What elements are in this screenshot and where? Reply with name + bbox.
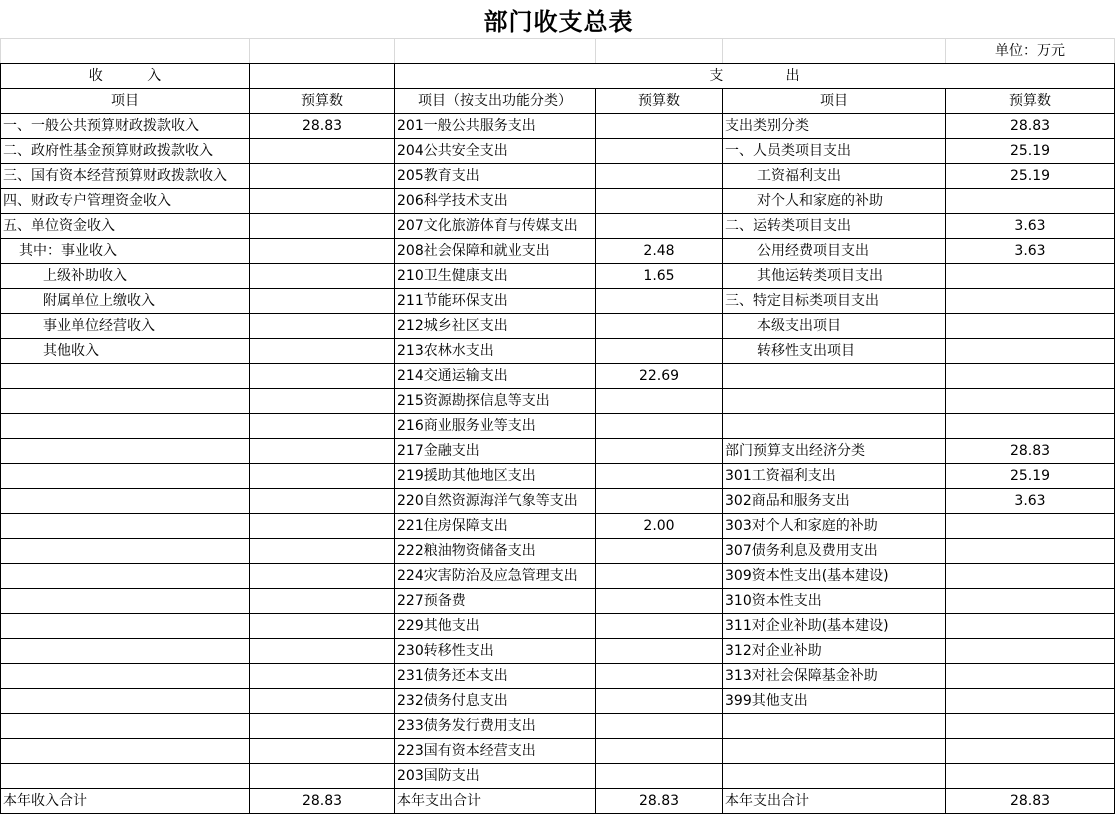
func-budget-cell [596,714,723,739]
expense-item-cell: 三、特定目标类项目支出 [723,289,946,314]
table-row [1,464,1115,489]
col-header-expense-budget: 预算数 [946,89,1115,114]
expense-item-cell: 部门预算支出经济分类 [723,439,946,464]
func-item-cell: 201一般公共服务支出 [395,114,596,139]
income-total-label: 本年收入合计 [1,789,250,814]
func-item-cell: 217金融支出 [395,439,596,464]
func-item-cell: 220自然资源海洋气象等支出 [395,489,596,514]
func-item-cell: 205教育支出 [395,164,596,189]
table-row [1,439,1115,464]
func-item-cell: 224灾害防治及应急管理支出 [395,564,596,589]
expense-budget-cell: 25.19 [946,164,1115,189]
func-budget-cell [596,639,723,664]
func-budget-cell [596,689,723,714]
func-budget-cell: 22.69 [596,364,723,389]
func-item-cell: 212城乡社区支出 [395,314,596,339]
table-row [1,614,1115,639]
expense-total-value: 28.83 [946,789,1115,814]
func-item-cell: 232债务付息支出 [395,689,596,714]
func-budget-cell: 2.00 [596,514,723,539]
income-item-cell [1,639,250,664]
income-budget-cell [250,764,395,789]
func-budget-cell [596,414,723,439]
table-row [1,589,1115,614]
func-item-cell: 222粮油物资储备支出 [395,539,596,564]
income-budget-cell [250,339,395,364]
expense-item-cell: 其他运转类项目支出 [723,264,946,289]
table-row [1,189,1115,214]
income-budget-cell [250,414,395,439]
col-header-income-item: 项目 [1,89,250,114]
func-budget-cell [596,314,723,339]
func-budget-cell [596,464,723,489]
income-item-cell [1,439,250,464]
income-item-cell [1,389,250,414]
income-budget-cell [250,164,395,189]
func-budget-cell [596,739,723,764]
expense-budget-cell: 3.63 [946,489,1115,514]
table-row [1,514,1115,539]
table-row [1,564,1115,589]
expense-item-cell: 311对企业补助(基本建设) [723,614,946,639]
func-item-cell: 229其他支出 [395,614,596,639]
expense-item-cell: 309资本性支出(基本建设) [723,564,946,589]
income-item-cell: 三、国有资本经营预算财政拨款收入 [1,164,250,189]
expense-item-cell [723,389,946,414]
func-item-cell: 221住房保障支出 [395,514,596,539]
income-item-cell [1,739,250,764]
income-item-cell: 附属单位上缴收入 [1,289,250,314]
budget-table [0,38,1115,814]
expense-budget-cell [946,289,1115,314]
expense-item-cell: 本级支出项目 [723,314,946,339]
income-budget-cell [250,139,395,164]
income-item-cell [1,539,250,564]
col-header-expense-item: 项目 [723,89,946,114]
func-budget-cell: 1.65 [596,264,723,289]
func-item-cell: 213农林水支出 [395,339,596,364]
expense-item-cell: 301工资福利支出 [723,464,946,489]
page-title: 部门收支总表 [483,7,634,36]
expense-budget-cell [946,739,1115,764]
func-budget-cell: 2.48 [596,239,723,264]
func-budget-cell [596,589,723,614]
table-row [1,239,1115,264]
column-header-row [1,89,1115,114]
table-row [1,289,1115,314]
expense-item-cell [723,764,946,789]
income-budget-cell [250,689,395,714]
expense-item-cell [723,714,946,739]
expense-total-label: 本年支出合计 [723,789,946,814]
income-budget-cell [250,639,395,664]
expense-budget-cell [946,639,1115,664]
income-budget-cell [250,514,395,539]
func-budget-cell [596,539,723,564]
col-header-func-item: 项目（按支出功能分类） [395,89,596,114]
func-item-cell: 208社会保障和就业支出 [395,239,596,264]
income-budget-cell [250,714,395,739]
table-row [1,689,1115,714]
func-budget-cell [596,614,723,639]
expense-item-cell: 312对企业补助 [723,639,946,664]
func-budget-cell [596,289,723,314]
func-budget-cell [596,214,723,239]
table-row [1,664,1115,689]
expense-budget-cell: 3.63 [946,239,1115,264]
income-item-cell: 五、单位资金收入 [1,214,250,239]
income-budget-cell [250,214,395,239]
income-item-cell [1,564,250,589]
unit-label: 单位：万元 [946,39,1115,64]
expense-budget-cell [946,514,1115,539]
expense-budget-cell [946,264,1115,289]
func-item-cell: 230转移性支出 [395,639,596,664]
func-item-cell: 210卫生健康支出 [395,264,596,289]
income-budget-cell [250,614,395,639]
func-item-cell: 223国有资本经营支出 [395,739,596,764]
func-item-cell: 216商业服务业等支出 [395,414,596,439]
table-row [1,389,1115,414]
func-budget-cell [596,389,723,414]
income-budget-cell [250,489,395,514]
col-header-income-budget: 预算数 [250,89,395,114]
func-item-cell: 206科学技术支出 [395,189,596,214]
table-row [1,714,1115,739]
expense-budget-cell [946,339,1115,364]
expense-budget-cell: 25.19 [946,464,1115,489]
income-item-cell [1,464,250,489]
income-budget-cell [250,314,395,339]
func-item-cell: 227预备费 [395,589,596,614]
income-item-cell: 上级补助收入 [1,264,250,289]
func-budget-cell [596,764,723,789]
expense-item-cell: 对个人和家庭的补助 [723,189,946,214]
expense-item-cell: 313对社会保障基金补助 [723,664,946,689]
table-row [1,764,1115,789]
income-budget-cell [250,239,395,264]
expense-item-cell: 二、运转类项目支出 [723,214,946,239]
table-row [1,214,1115,239]
expense-item-cell [723,414,946,439]
expense-budget-cell [946,414,1115,439]
expense-item-cell: 支出类别分类 [723,114,946,139]
table-row [1,314,1115,339]
func-budget-cell [596,139,723,164]
expense-item-cell: 转移性支出项目 [723,339,946,364]
expense-item-cell: 302商品和服务支出 [723,489,946,514]
func-budget-cell [596,339,723,364]
expense-budget-cell [946,389,1115,414]
income-item-cell: 其他收入 [1,339,250,364]
func-budget-cell [596,439,723,464]
income-budget-cell [250,189,395,214]
income-total-value: 28.83 [250,789,395,814]
expense-budget-cell [946,714,1115,739]
expense-item-cell [723,739,946,764]
func-budget-cell [596,489,723,514]
func-budget-cell [596,164,723,189]
table-row [1,364,1115,389]
income-item-cell [1,689,250,714]
table-row [1,539,1115,564]
expense-item-cell: 一、人员类项目支出 [723,139,946,164]
func-item-cell: 214交通运输支出 [395,364,596,389]
func-budget-cell [596,114,723,139]
func-item-cell: 233债务发行费用支出 [395,714,596,739]
func-budget-cell [596,564,723,589]
expense-budget-cell [946,614,1115,639]
expense-budget-cell: 25.19 [946,139,1115,164]
expense-item-cell: 310资本性支出 [723,589,946,614]
expense-budget-cell [946,764,1115,789]
func-item-cell: 204公共安全支出 [395,139,596,164]
expense-budget-cell [946,664,1115,689]
func-item-cell: 219援助其他地区支出 [395,464,596,489]
income-group-header: 收 入 [1,64,250,89]
expense-item-cell [723,364,946,389]
table-row [1,339,1115,364]
expense-item-cell: 399其他支出 [723,689,946,714]
expense-budget-cell [946,689,1115,714]
income-item-cell [1,514,250,539]
func-item-cell: 231债务还本支出 [395,664,596,689]
expense-budget-cell [946,564,1115,589]
expense-budget-cell [946,589,1115,614]
table-row [1,489,1115,514]
table-row [1,264,1115,289]
income-item-cell [1,364,250,389]
expense-budget-cell [946,189,1115,214]
income-item-cell: 一、一般公共预算财政拨款收入 [1,114,250,139]
title-bar [0,0,1117,38]
income-budget-cell [250,389,395,414]
table-row [1,139,1115,164]
income-item-cell: 二、政府性基金预算财政拨款收入 [1,139,250,164]
income-budget-cell [250,539,395,564]
income-budget-cell [250,589,395,614]
income-budget-cell [250,739,395,764]
table-row [1,164,1115,189]
income-item-cell [1,489,250,514]
col-header-func-budget: 预算数 [596,89,723,114]
income-item-cell: 其中：事业收入 [1,239,250,264]
func-total-value: 28.83 [596,789,723,814]
expense-budget-cell: 3.63 [946,214,1115,239]
expense-budget-cell [946,539,1115,564]
expense-budget-cell: 28.83 [946,439,1115,464]
income-item-cell [1,614,250,639]
expense-group-header: 支 出 [395,64,1115,89]
income-budget-cell [250,264,395,289]
table-row [1,639,1115,664]
income-budget-cell [250,464,395,489]
expense-budget-cell [946,364,1115,389]
table-row [1,739,1115,764]
income-budget-cell: 28.83 [250,114,395,139]
income-item-cell: 四、财政专户管理资金收入 [1,189,250,214]
income-item-cell [1,664,250,689]
income-budget-cell [250,364,395,389]
income-item-cell: 事业单位经营收入 [1,314,250,339]
group-header-row [1,64,1115,89]
func-item-cell: 211节能环保支出 [395,289,596,314]
income-item-cell [1,589,250,614]
income-item-cell [1,764,250,789]
func-item-cell: 207文化旅游体育与传媒支出 [395,214,596,239]
func-budget-cell [596,664,723,689]
income-item-cell [1,414,250,439]
income-budget-cell [250,664,395,689]
income-item-cell [1,714,250,739]
func-budget-cell [596,189,723,214]
income-budget-cell [250,289,395,314]
expense-item-cell: 公用经费项目支出 [723,239,946,264]
func-item-cell: 215资源勘探信息等支出 [395,389,596,414]
expense-budget-cell [946,314,1115,339]
expense-item-cell: 工资福利支出 [723,164,946,189]
func-total-label: 本年支出合计 [395,789,596,814]
expense-budget-cell: 28.83 [946,114,1115,139]
table-row [1,414,1115,439]
expense-item-cell: 307债务利息及费用支出 [723,539,946,564]
income-budget-cell [250,439,395,464]
unit-row [1,39,1115,64]
expense-item-cell: 303对个人和家庭的补助 [723,514,946,539]
table-row [1,114,1115,139]
totals-row [1,789,1115,814]
income-budget-cell [250,564,395,589]
func-item-cell: 203国防支出 [395,764,596,789]
